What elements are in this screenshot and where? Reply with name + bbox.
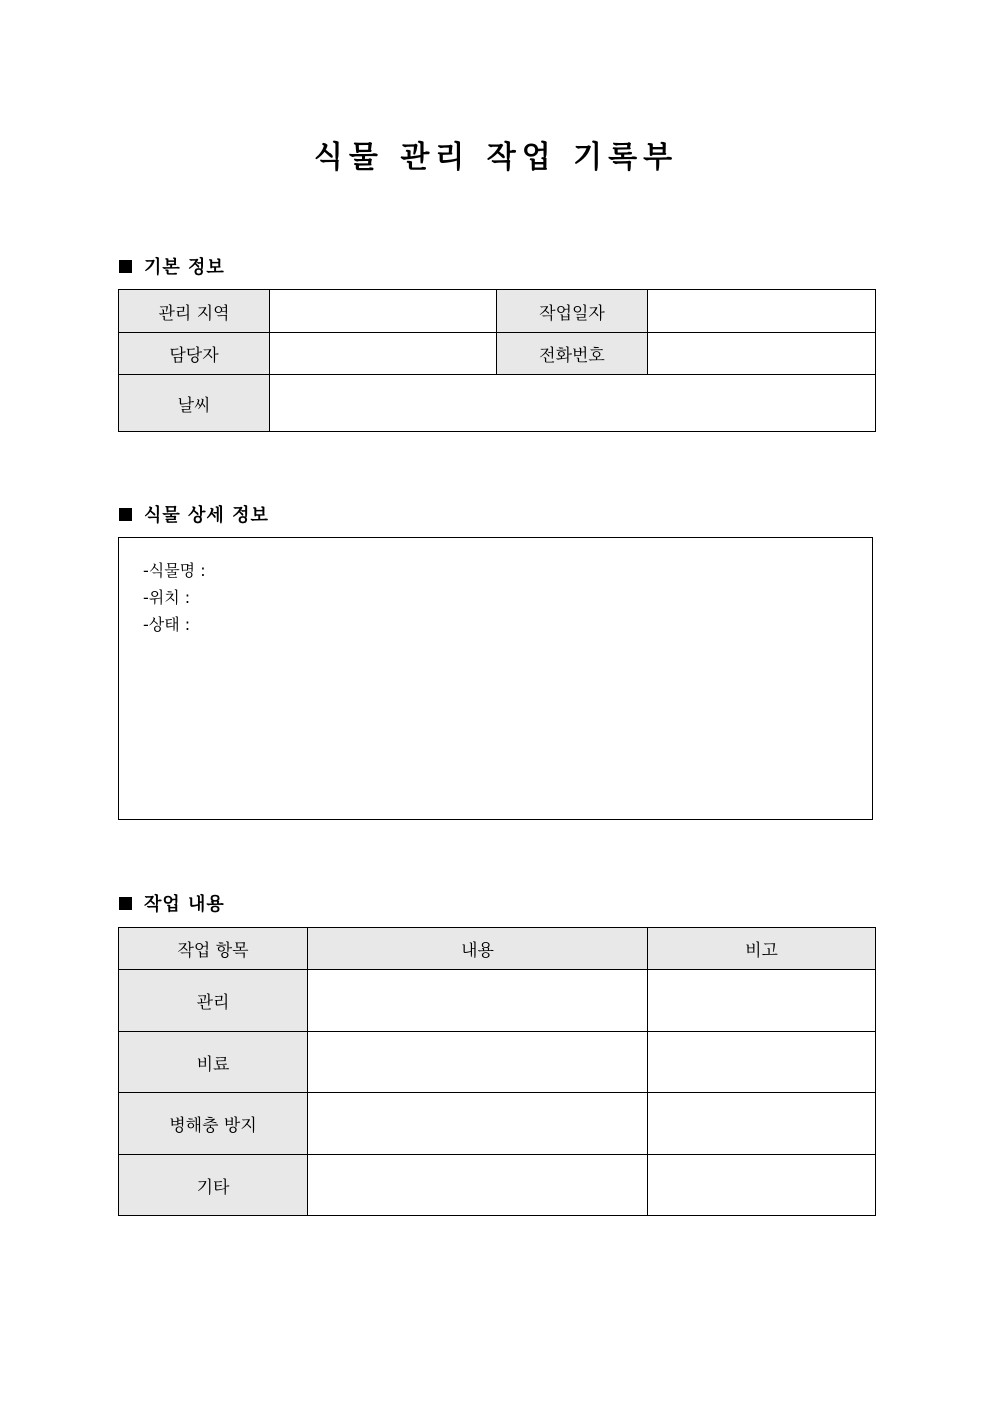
row-note-cell[interactable] xyxy=(648,1093,876,1155)
section-heading-detail-label: 식물 상세 정보 xyxy=(144,505,269,526)
area-field[interactable] xyxy=(270,290,497,333)
area-label: 관리 지역 xyxy=(119,290,270,333)
section-heading-work-label: 작업 내용 xyxy=(144,894,225,915)
work-date-label: 작업일자 xyxy=(497,290,648,333)
plant-detail-box[interactable] xyxy=(118,537,873,820)
table-row xyxy=(119,1155,876,1216)
row-content-cell[interactable] xyxy=(308,1093,648,1155)
weather-label: 날씨 xyxy=(119,375,270,432)
table-row xyxy=(119,333,876,375)
row-item-label: 기타 xyxy=(119,1155,308,1216)
phone-label: 전화번호 xyxy=(497,333,648,375)
row-content-cell[interactable] xyxy=(308,1032,648,1093)
square-bullet-icon xyxy=(119,260,132,273)
header-work-item: 작업 항목 xyxy=(119,928,308,970)
row-item-label: 관리 xyxy=(119,970,308,1032)
work-date-field[interactable] xyxy=(648,290,876,333)
square-bullet-icon xyxy=(119,508,132,521)
work-table xyxy=(118,927,876,1216)
section-heading-work xyxy=(119,890,225,916)
basic-info-table xyxy=(118,289,876,432)
table-row xyxy=(119,1093,876,1155)
plant-name-line: -식물명 : xyxy=(143,561,206,580)
plant-status-line: -상태 : xyxy=(143,615,191,634)
row-note-cell[interactable] xyxy=(648,1032,876,1093)
row-note-cell[interactable] xyxy=(648,970,876,1032)
section-heading-basic-label: 기본 정보 xyxy=(144,257,225,278)
weather-field[interactable] xyxy=(270,375,876,432)
table-row xyxy=(119,970,876,1032)
manager-label: 담당자 xyxy=(119,333,270,375)
header-note: 비고 xyxy=(648,928,876,970)
row-item-label: 비료 xyxy=(119,1032,308,1093)
header-content: 내용 xyxy=(308,928,648,970)
row-content-cell[interactable] xyxy=(308,1155,648,1216)
section-heading-detail xyxy=(119,501,269,527)
table-row xyxy=(119,290,876,333)
table-row xyxy=(119,1032,876,1093)
square-bullet-icon xyxy=(119,897,132,910)
phone-field[interactable] xyxy=(648,333,876,375)
manager-field[interactable] xyxy=(270,333,497,375)
plant-location-line: -위치 : xyxy=(143,588,191,607)
table-row xyxy=(119,375,876,432)
row-content-cell[interactable] xyxy=(308,970,648,1032)
row-item-label: 병해충 방지 xyxy=(119,1093,308,1155)
row-note-cell[interactable] xyxy=(648,1155,876,1216)
table-header-row xyxy=(119,928,876,970)
document-title: 식물 관리 작업 기록부 xyxy=(313,140,679,175)
section-heading-basic xyxy=(119,253,225,279)
